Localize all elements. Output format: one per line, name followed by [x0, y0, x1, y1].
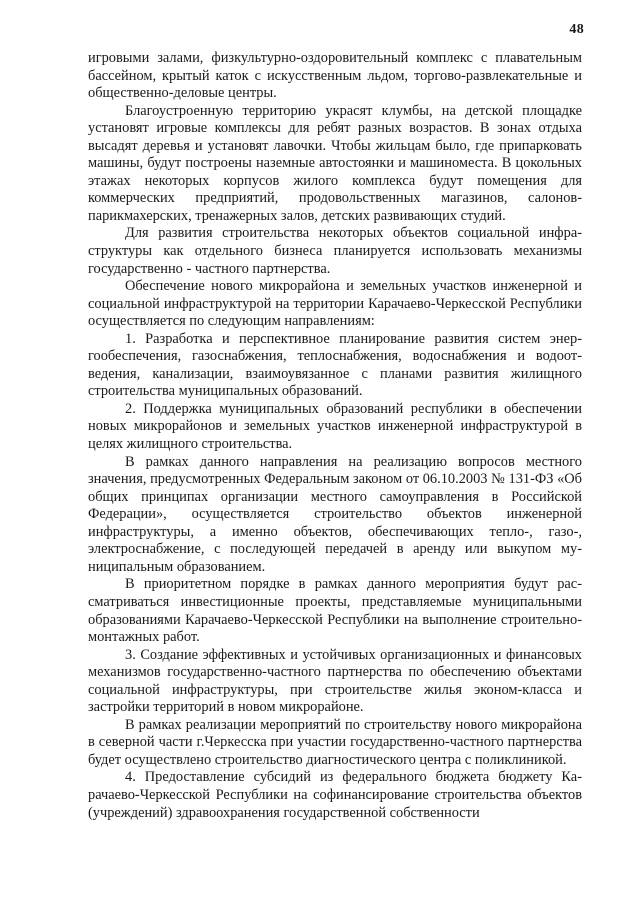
list-item-1: 1. Разработка и перспективное планирование развития систем энергообеспечения, газоснабжения, теплоснабжения, водоснабжения и водоотведения, канализации, взаимоувязанное с планами развития жилищного строительства муниципальных образований. — [88, 330, 582, 400]
list-item-3: 3. Создание эффективных и устойчивых организационных и финансовых механизмов государственно-частного партнерства по обеспечению объектами социальной инфраструктуры, при строительстве жилья эконом-класса и застройки территорий в новом микрорайоне. — [88, 646, 582, 716]
list-item-2: 2. Поддержка муниципальных образований республики в обеспечении новых микрорайонов и земельных участков инженерной инфраструктурой в целях жилищного строительства. — [88, 400, 582, 453]
list-item-4: 4. Предоставление субсидий из федерального бюджета бюджету Карачаево-Черкесской Республики на софинансирование строительства объектов (учреждений) здравоохранения государственной собственности — [88, 769, 582, 821]
paragraph-directions-intro: Обеспечение нового микрорайона и земельных участков инженерной и социальной инфраструктурой на территории Карачаево-Черкесской Республики осуществляется по следующим направлениям: — [88, 278, 582, 330]
body-text — [88, 50, 582, 822]
paragraph-landscaping: Благоустроенную территорию украсят клумбы, на детской площадке установят игровые комплексы для ребят разных возрастов. В зонах отдыха высадят деревья и установят лавочки. Чтобы жильцам было, где припарковать машины, будут построены наземные автостоянки и машиноместа. В цокольных этажах некоторых корпусов жилого комплекса будут помещения для коммерческих предприятий, продовольственных магазинов, салонов-парикмахерских, тренажерных залов, детских развивающих студий. — [88, 102, 582, 224]
paragraph-priority-projects: В приоритетном порядке в рамках данного мероприятия будут рассматриваться инвестиционные проекты, представляемые муниципальными образованиями Карачаево-Черкесской Республики на выполнение строительно-монтажных работ. — [88, 576, 582, 646]
paragraph-social-infrastructure: Для развития строительства некоторых объектов социальной инфраструктуры как отдельного бизнеса планируется использовать механизмы государственно - частного партнерства. — [88, 225, 582, 277]
paragraph-federal-law: В рамках данного направления на реализацию вопросов местного значения, предусмотренных Федеральным законом от 06.10.2003 № 131-ФЗ «Об общих принципах организации местного самоуправления в Российской Федерации», осуществляется строительство объектов инженерной инфраструктуры, а именно объектов, обеспечивающих тепло-, газо-, электроснабжение, с последующей передачей в аренду или выкупом муниципальным образованием. — [88, 453, 582, 575]
paragraph-continuation: игровыми залами, физкультурно-оздоровительный комплекс с плавательным бассейном, крытый каток с искусственным льдом, торгово-развлекательные и общественно-деловые центры. — [88, 50, 582, 102]
paragraph-diagnostic-center: В рамках реализации мероприятий по строительству нового микрорайона в северной части г.Черкесска при участии государственно-частного партнерства будет осуществлено строительство диагностического центра с поликлиникой. — [88, 716, 582, 768]
page-number: 48 — [569, 22, 584, 37]
